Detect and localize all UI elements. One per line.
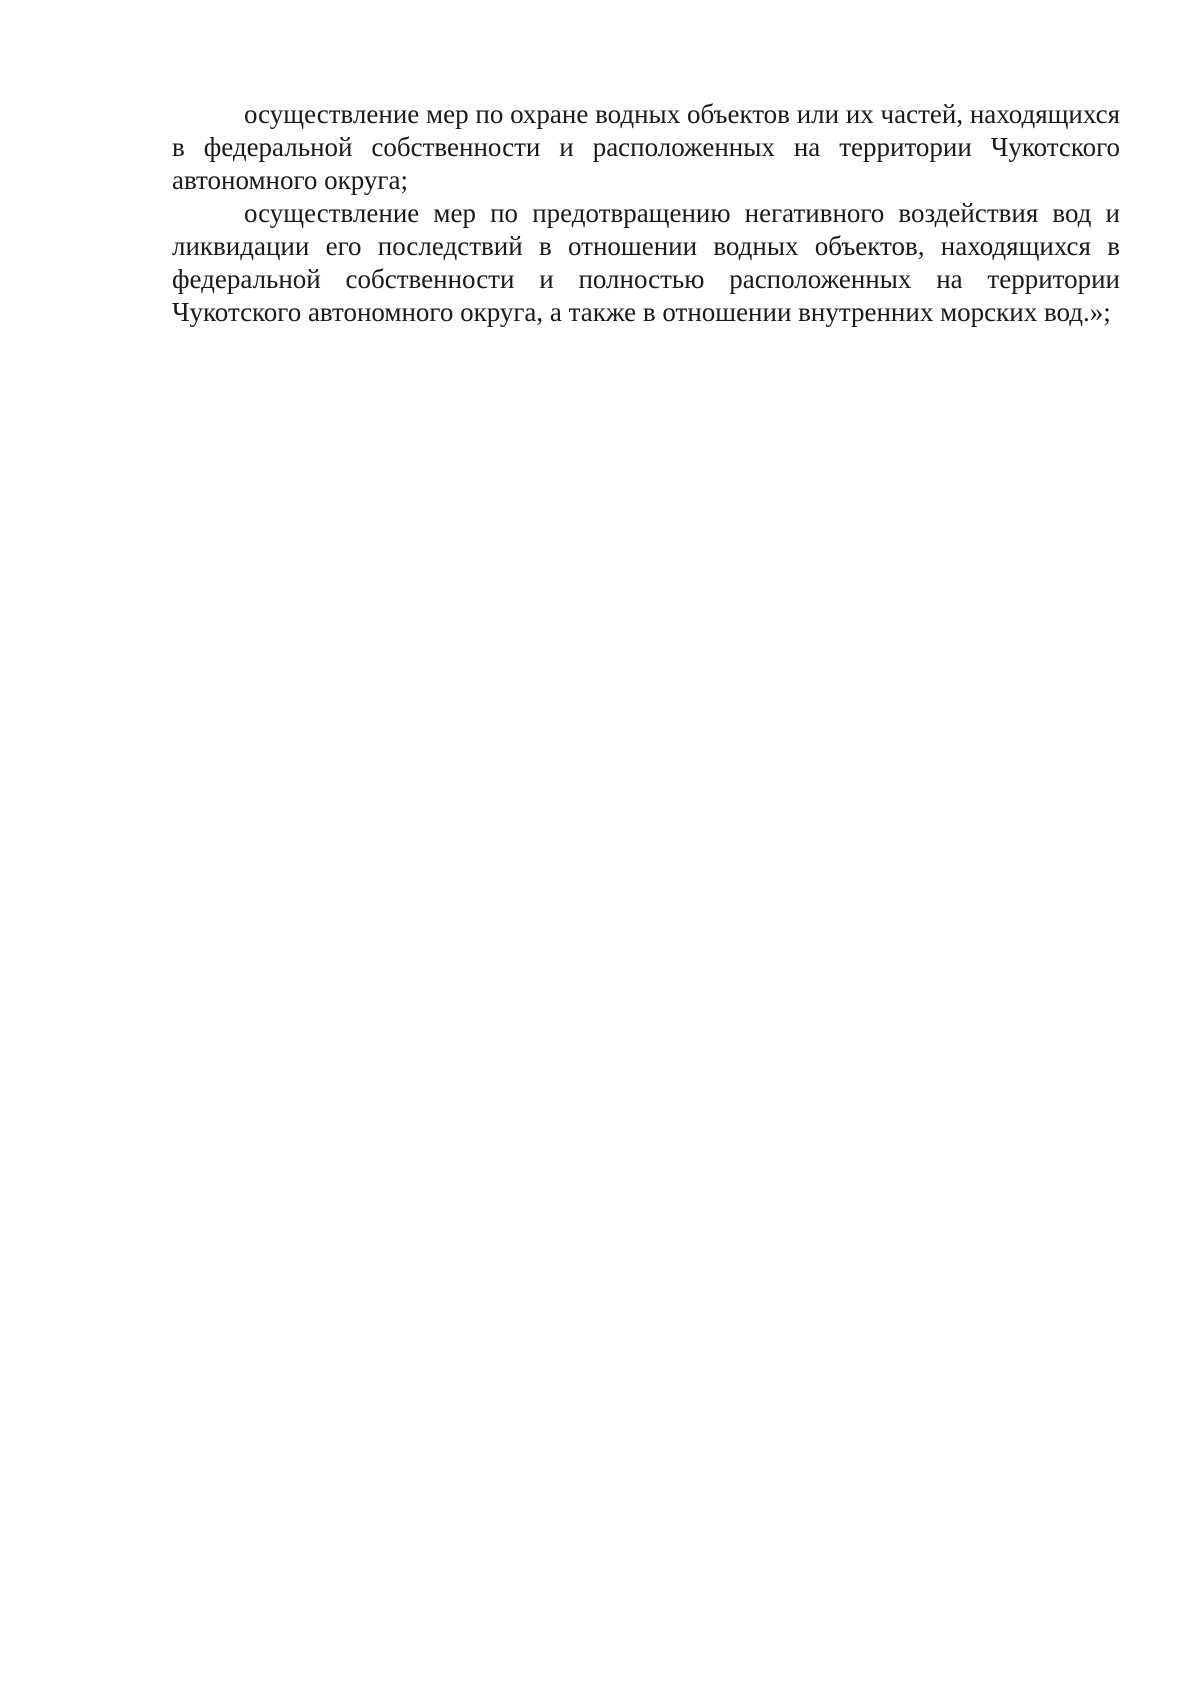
paragraph-water-protection: осуществление мер по охране водных объектов или их частей, находящихся в федеральной собственности и расположенных на территории Чукотского автономного округа; [172, 99, 1120, 195]
document-body [172, 98, 1120, 329]
paragraph-negative-impact-prevention: осуществление мер по предотвращению негативного воздействия вод и ликвидации его последствий в отношении водных объектов, находящихся в федеральной собственности и полностью расположенных на территории Чукотского автономного округа, а также в отношении внутренних морских вод.»; [172, 198, 1120, 327]
